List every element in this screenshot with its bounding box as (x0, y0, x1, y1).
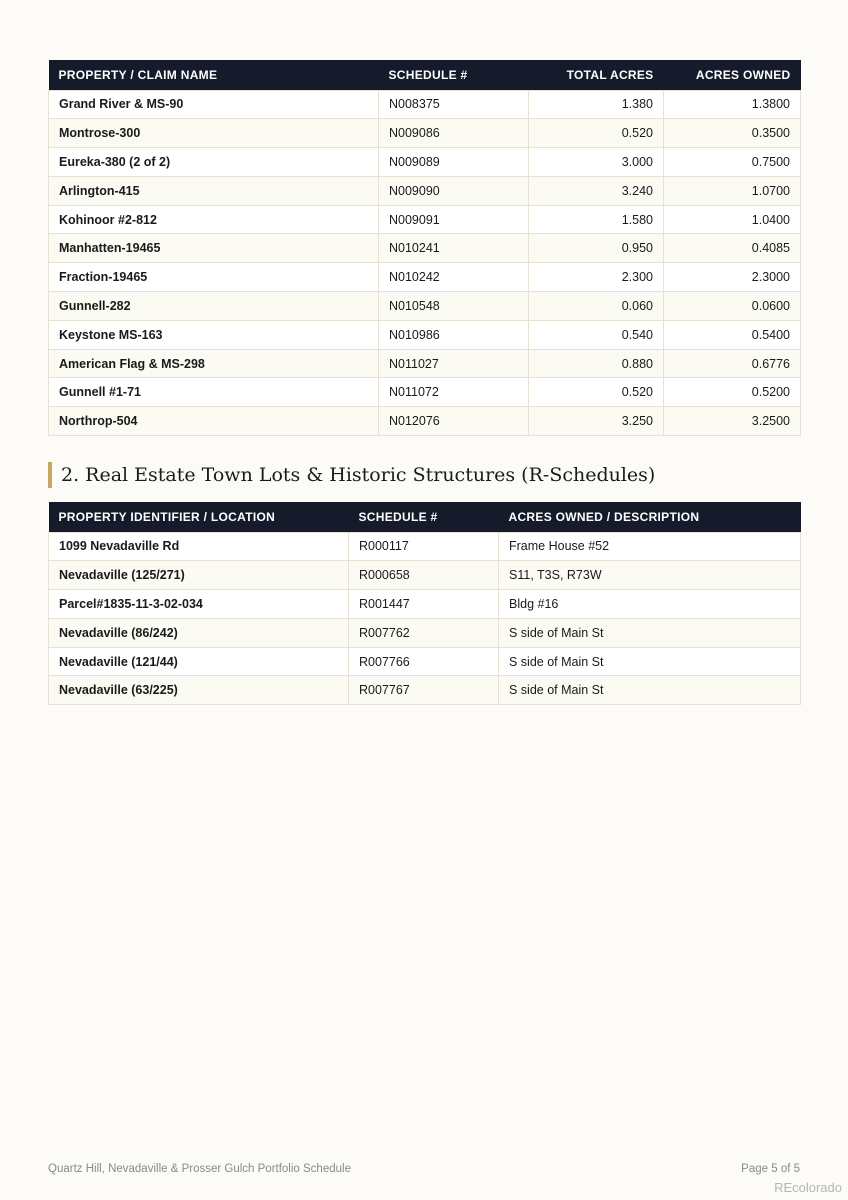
table-cell: R001447 (349, 590, 499, 619)
section-heading (48, 461, 655, 489)
row-name-cell: Gunnell #1-71 (49, 378, 379, 407)
table-row (49, 148, 801, 177)
table-cell: N009089 (379, 148, 529, 177)
claims-table-body (49, 90, 801, 436)
table-header-row (49, 60, 801, 90)
table-cell: S side of Main St (499, 618, 801, 647)
row-name-cell: Kohinoor #2-812 (49, 205, 379, 234)
table-cell: N012076 (379, 407, 529, 436)
table-cell: 3.250 (529, 407, 664, 436)
column-header: ACRES OWNED (664, 60, 801, 90)
table-row (49, 676, 801, 705)
table-header-row (49, 502, 801, 532)
table-row (49, 119, 801, 148)
table-cell: 0.950 (529, 234, 664, 263)
table-cell: 0.5400 (664, 320, 801, 349)
table-row (49, 90, 801, 119)
row-name-cell: Nevadaville (125/271) (49, 561, 349, 590)
table-cell: S side of Main St (499, 676, 801, 705)
table-cell: N011072 (379, 378, 529, 407)
row-name-cell: American Flag & MS-298 (49, 349, 379, 378)
row-name-cell: Parcel#1835-11-3-02-034 (49, 590, 349, 619)
row-name-cell: Keystone MS-163 (49, 320, 379, 349)
table-cell: N010986 (379, 320, 529, 349)
table-cell: 0.3500 (664, 119, 801, 148)
table-cell: 1.3800 (664, 90, 801, 119)
row-name-cell: Grand River & MS-90 (49, 90, 379, 119)
table-cell: R007762 (349, 618, 499, 647)
table-row (49, 532, 801, 561)
table-cell: 0.540 (529, 320, 664, 349)
table-cell: N008375 (379, 90, 529, 119)
row-name-cell: 1099 Nevadaville Rd (49, 532, 349, 561)
footer-title: Quartz Hill, Nevadaville & Prosser Gulch Portfolio Schedule (48, 1163, 351, 1175)
table-row (49, 234, 801, 263)
row-name-cell: Montrose-300 (49, 119, 379, 148)
table-cell: 1.580 (529, 205, 664, 234)
table-cell: S11, T3S, R73W (499, 561, 801, 590)
table-cell: 3.2500 (664, 407, 801, 436)
table-row (49, 561, 801, 590)
table-cell: N009086 (379, 119, 529, 148)
table-row (49, 590, 801, 619)
table-cell: 0.520 (529, 119, 664, 148)
row-name-cell: Eureka-380 (2 of 2) (49, 148, 379, 177)
table-cell: R007766 (349, 647, 499, 676)
table-cell: 3.240 (529, 176, 664, 205)
table-cell: Bldg #16 (499, 590, 801, 619)
table-cell: Frame House #52 (499, 532, 801, 561)
table-cell: N010242 (379, 263, 529, 292)
table-cell: 1.0700 (664, 176, 801, 205)
table-cell: N011027 (379, 349, 529, 378)
table-row (49, 320, 801, 349)
table-row (49, 292, 801, 321)
table-cell: 1.0400 (664, 205, 801, 234)
section-title: 2. Real Estate Town Lots & Historic Structures (R-Schedules) (61, 464, 656, 486)
column-header: ACRES OWNED / DESCRIPTION (499, 502, 801, 532)
lots-table-body (49, 532, 801, 705)
table-row (49, 378, 801, 407)
column-header: SCHEDULE # (379, 60, 529, 90)
row-name-cell: Nevadaville (86/242) (49, 618, 349, 647)
table-row (49, 349, 801, 378)
row-name-cell: Manhatten-19465 (49, 234, 379, 263)
table-cell: 3.000 (529, 148, 664, 177)
heading-accent-bar (48, 462, 52, 488)
table-row (49, 647, 801, 676)
table-cell: 0.7500 (664, 148, 801, 177)
watermark: REcolorado (774, 1180, 842, 1195)
table-row (49, 407, 801, 436)
table-cell: 0.0600 (664, 292, 801, 321)
table-cell: 0.5200 (664, 378, 801, 407)
mining-claims-table (48, 60, 801, 436)
table-cell: N010241 (379, 234, 529, 263)
row-name-cell: Northrop-504 (49, 407, 379, 436)
table-cell: S side of Main St (499, 647, 801, 676)
table-cell: 0.880 (529, 349, 664, 378)
table-cell: R000658 (349, 561, 499, 590)
table-cell: 0.4085 (664, 234, 801, 263)
column-header: TOTAL ACRES (529, 60, 664, 90)
page-number: Page 5 of 5 (741, 1163, 800, 1175)
table-cell: R000117 (349, 532, 499, 561)
table-row (49, 618, 801, 647)
column-header: PROPERTY / CLAIM NAME (49, 60, 379, 90)
table-row (49, 205, 801, 234)
table-cell: N009090 (379, 176, 529, 205)
row-name-cell: Fraction-19465 (49, 263, 379, 292)
table-cell: 1.380 (529, 90, 664, 119)
column-header: SCHEDULE # (349, 502, 499, 532)
row-name-cell: Nevadaville (63/225) (49, 676, 349, 705)
table-cell: N009091 (379, 205, 529, 234)
row-name-cell: Gunnell-282 (49, 292, 379, 321)
column-header: PROPERTY IDENTIFIER / LOCATION (49, 502, 349, 532)
table-cell: R007767 (349, 676, 499, 705)
table-cell: N010548 (379, 292, 529, 321)
row-name-cell: Arlington-415 (49, 176, 379, 205)
table-row (49, 263, 801, 292)
table-row (49, 176, 801, 205)
table-cell: 0.520 (529, 378, 664, 407)
table-cell: 2.3000 (664, 263, 801, 292)
town-lots-table (48, 502, 801, 705)
table-cell: 0.060 (529, 292, 664, 321)
table-cell: 0.6776 (664, 349, 801, 378)
table-cell: 2.300 (529, 263, 664, 292)
row-name-cell: Nevadaville (121/44) (49, 647, 349, 676)
